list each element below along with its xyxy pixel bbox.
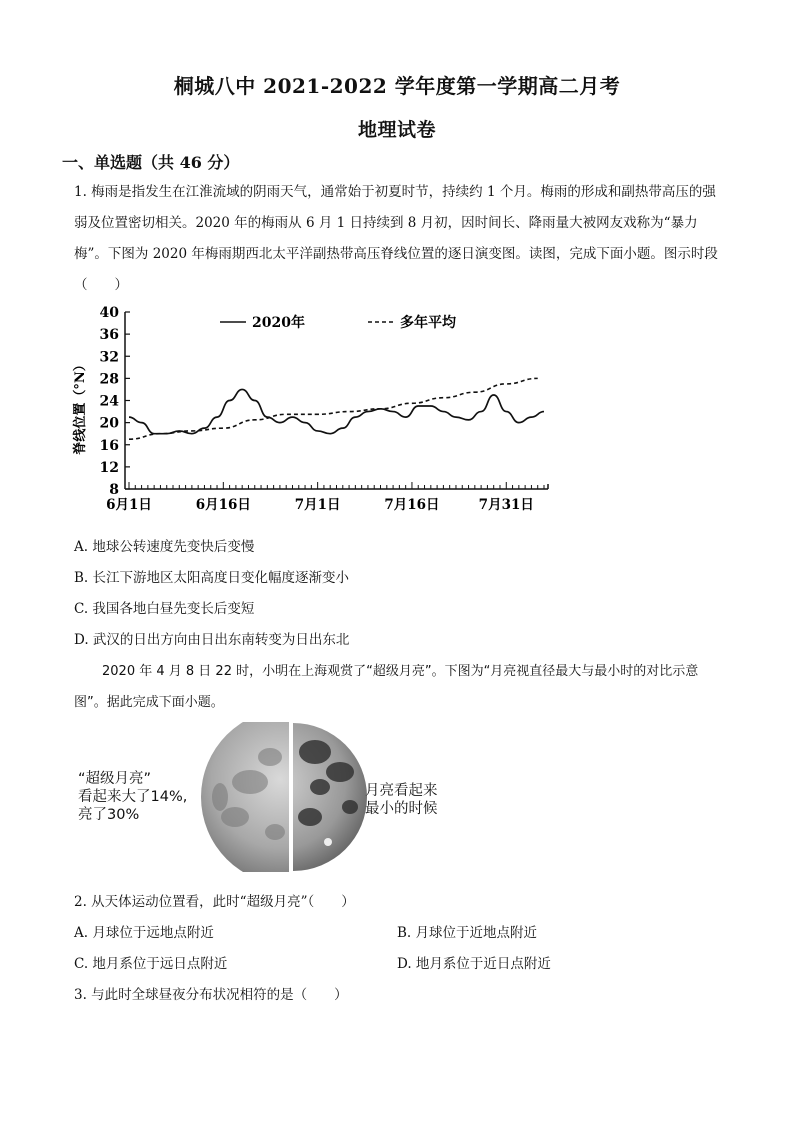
ridge-position-chart <box>70 300 560 525</box>
section-heading: 一、单选题（共 46 分） <box>62 153 240 172</box>
question-1-option-c[interactable]: C. 我国各地白昼先变长后变短 <box>74 601 255 617</box>
question-1-option-b[interactable]: B. 长江下游地区太阳高度日变化幅度逐渐变小 <box>74 570 350 586</box>
question-2-option-d[interactable]: D. 地月系位于近日点附近 <box>397 956 551 972</box>
question-2-option-c[interactable]: C. 地月系位于远日点附近 <box>74 956 228 972</box>
moon-intro-text: 2020 年 4 月 8 日 22 时，小明在上海观赏了“超级月亮”。下图为“月亮视直径最大与最小时的对比示意图”。据此完成下面小题。 <box>74 664 699 710</box>
question-3-stem: 3. 与此时全球昼夜分布状况相符的是（ ） <box>74 987 348 1003</box>
question-1-stem: 1. 梅雨是指发生在江淮流域的阴雨天气，通常始于初夏时节，持续约 1 个月。梅雨的形成和副热带高压的强弱及位置密切相关。2020 年的梅雨从 6 月 1 日持续到 8 月初，因时间长、降雨量大被网友戏称为“暴力梅”。下图为 2020 年梅雨期西北太平洋副热带高压脊线位置的逐日演变图。读图，完成下面小题。图示时段（ ） <box>74 184 718 293</box>
y-tick-label: 32 <box>99 349 119 366</box>
question-1-option-d[interactable]: D. 武汉的日出方向由日出东南转变为日出东北 <box>74 632 350 648</box>
legend-label: 2020年 <box>252 315 305 331</box>
x-tick-label: 7月31日 <box>478 497 534 513</box>
question-2-option-a[interactable]: A. 月球位于远地点附近 <box>74 925 214 941</box>
y-tick-label: 20 <box>99 415 119 432</box>
question-1-option-a[interactable]: A. 地球公转速度先变快后变慢 <box>74 539 255 555</box>
series-line-2020 <box>129 389 544 433</box>
x-tick-label: 7月1日 <box>294 497 341 513</box>
series-line-average <box>129 378 538 439</box>
supermoon-label-line2: 看起来大了14%, <box>78 789 188 805</box>
y-tick-label: 40 <box>99 305 119 321</box>
exam-subtitle: 地理试卷 <box>357 119 436 141</box>
y-tick-label: 36 <box>99 327 119 344</box>
exam-title: 桐城八中 2021-2022 学年度第一学期高二月考 <box>173 74 621 98</box>
y-tick-label: 8 <box>109 482 119 498</box>
legend-label: 多年平均 <box>400 315 456 331</box>
supermoon-label-line3: 亮了30% <box>78 807 140 823</box>
y-tick-label: 16 <box>99 437 119 454</box>
question-2-stem: 2. 从天体运动位置看，此时“超级月亮”（ ） <box>74 894 355 910</box>
moon-comparison-figure <box>60 722 480 872</box>
y-axis-title: 脊线位置（°N） <box>73 358 88 455</box>
supermoon-label-line1: “超级月亮” <box>78 771 152 787</box>
x-tick-label: 6月16日 <box>195 497 251 513</box>
smallest-moon-label-line1: 月亮看起来 <box>365 783 438 799</box>
smallest-moon-label-line2: 最小的时候 <box>365 801 438 817</box>
y-tick-label: 24 <box>99 393 119 410</box>
x-tick-label: 7月16日 <box>384 497 440 513</box>
y-tick-label: 28 <box>99 371 119 388</box>
question-2-option-b[interactable]: B. 月球位于近地点附近 <box>397 925 538 941</box>
y-tick-label: 12 <box>99 459 119 476</box>
x-tick-label: 6月1日 <box>106 497 152 513</box>
